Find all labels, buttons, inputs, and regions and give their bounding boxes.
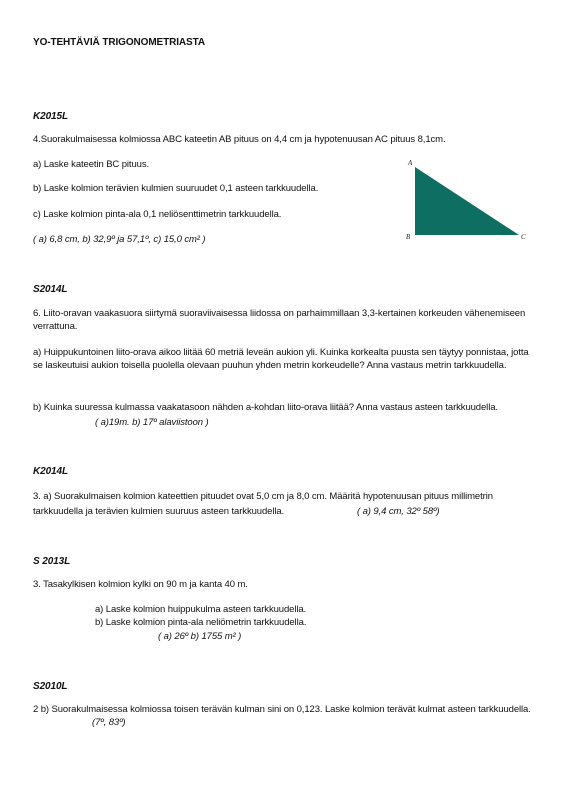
- section-code: S2010L: [33, 681, 68, 692]
- problem-text: 6. Liito-oravan vaakasuora siirtymä suoraviivaisessa liidossa on parhaimmillaan 3,3-kertainen korkeuden vähenemiseen verrattuna.: [33, 308, 526, 332]
- triangle-figure: [400, 155, 535, 245]
- part-a: a) Huippukuntoinen liito-orava aikoo liitää 60 metriä leveän aukion yli. Kuinka korkealta puusta sen täytyy ponnistaa, jotta se laskeutuisi aukion toisella puolella olevaan puuhun yhden metrin korkeudelle? Anna vastaus metrin tarkkuudella.: [33, 347, 529, 371]
- vertex-label-a: A: [408, 159, 413, 167]
- answer-text: ( a) 26º b) 1755 m² ): [158, 631, 242, 642]
- part-c: c) Laske kolmion pinta-ala 0,1 neliösenttimetrin tarkkuudella.: [33, 209, 282, 220]
- problem-text: tarkkuudella ja terävien kulmien suuruus asteen tarkkuudella.: [33, 506, 285, 517]
- answer-text: ( a) 9,4 cm, 32º 58º): [357, 506, 440, 517]
- part-b: b) Laske kolmion terävien kulmien suuruudet 0,1 asteen tarkkuudella.: [33, 183, 319, 194]
- part-a: a) Laske kolmion huippukulma asteen tarkkuudella.: [95, 604, 307, 615]
- part-a: a) Laske kateetin BC pituus.: [33, 159, 150, 170]
- triangle-shape: [415, 167, 519, 235]
- vertex-label-b: B: [406, 233, 411, 241]
- answer-text: ( a)19m. b) 17º alaviistoon ): [95, 417, 209, 428]
- problem-text: 3. a) Suorakulmaisen kolmion kateettien pituudet ovat 5,0 cm ja 8,0 cm. Määritä hypotenuusan pituus millimetrin: [33, 491, 493, 502]
- section-code: K2014L: [33, 466, 68, 477]
- answer-text: (7º, 83º): [92, 717, 126, 728]
- problem-text: 4.Suorakulmaisessa kolmiossa ABC kateetin AB pituus on 4,4 cm ja hypotenuusan AC pituus 8,1cm.: [33, 134, 446, 145]
- vertex-label-c: C: [521, 233, 526, 241]
- part-b: b) Laske kolmion pinta-ala neliömetrin tarkkuudella.: [95, 617, 307, 628]
- problem-text: 3. Tasakylkisen kolmion kylki on 90 m ja kanta 40 m.: [33, 579, 248, 590]
- section-code: S2014L: [33, 284, 68, 295]
- section-code: K2015L: [33, 111, 68, 122]
- section-code: S 2013L: [33, 556, 71, 567]
- answer-text: ( a) 6,8 cm, b) 32,9º ja 57,1º, c) 15,0 cm² ): [33, 234, 206, 245]
- problem-text: 2 b) Suorakulmaisessa kolmiossa toisen terävän kulman sini on 0,123. Laske kolmion terävät kulmat asteen tarkkuudella.: [33, 704, 531, 715]
- document-title: YO-TEHTÄVIÄ TRIGONOMETRIASTA: [33, 37, 206, 48]
- part-b: b) Kuinka suuressa kulmassa vaakatasoon nähden a-kohdan liito-orava liitää? Anna vastaus asteen tarkkuudella.: [33, 402, 498, 413]
